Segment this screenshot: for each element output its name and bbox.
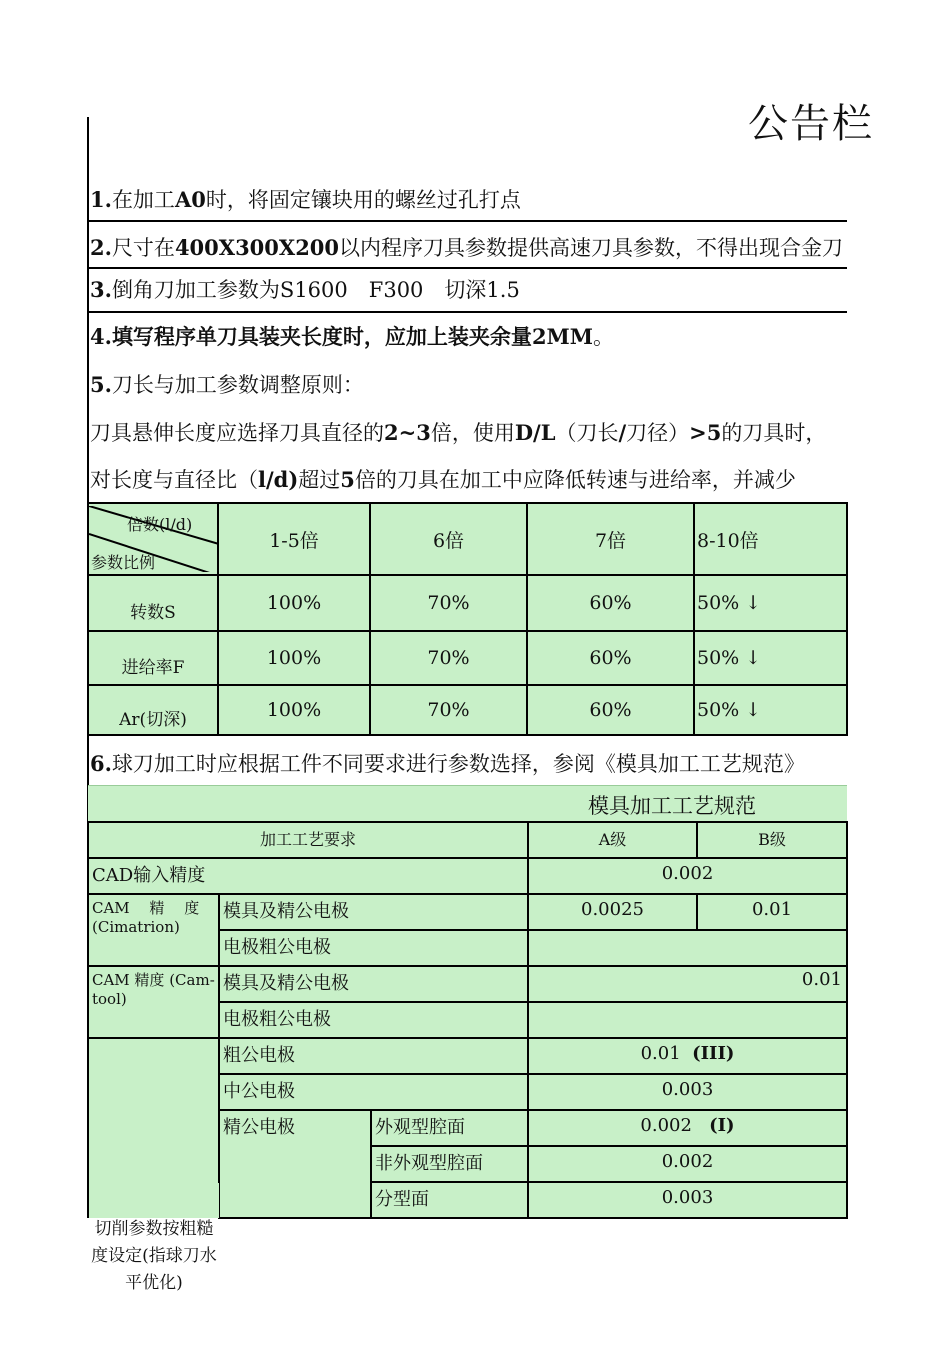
note-text: 在加工 xyxy=(111,188,175,212)
cell: 70% xyxy=(370,575,527,631)
note-text: 刀具悬伸长度应选择刀具直径的 xyxy=(90,421,384,445)
note-text: 2MM xyxy=(531,324,594,349)
header-cell: 7倍 xyxy=(527,503,694,575)
note-text: 5 xyxy=(340,467,355,492)
note-text: 2~3 xyxy=(384,420,431,445)
note-text: A0 xyxy=(174,187,206,212)
cut-param-label: 切削参数按粗糙度设定(指球刀水平优化) xyxy=(91,1219,217,1293)
page-title: 公告栏 xyxy=(748,101,874,147)
divider xyxy=(87,311,847,313)
divider xyxy=(87,267,847,269)
header-req: 加工工艺要求 xyxy=(88,822,528,858)
note-text: / xyxy=(618,420,627,445)
note-text: >5 xyxy=(689,420,722,445)
spec-table xyxy=(87,821,848,1219)
header-cell: 1-5倍 xyxy=(218,503,370,575)
note-text: 刀长与加工参数调整原则： xyxy=(111,373,364,397)
cam1-label: CAM 精 度 (Cimatrion) xyxy=(88,894,219,966)
note-6 xyxy=(90,748,805,778)
note-text: 对长度与直径比（ xyxy=(90,468,258,492)
note-text: 的刀具时， xyxy=(721,421,827,445)
cam1-row1-b: 0.01 xyxy=(697,894,847,930)
note-5 xyxy=(90,369,364,399)
cam1-row1: 模具及精公电极 xyxy=(219,894,528,930)
cad-value: 0.002 xyxy=(528,858,847,894)
cam2-label: CAM 精度 (Cam-tool) xyxy=(88,966,219,1038)
corner-top-label: 倍数(l/d) xyxy=(127,515,193,534)
note-5-body-2 xyxy=(90,464,796,494)
note-text: 400X300X200 xyxy=(174,235,340,260)
note-number: 5. xyxy=(90,372,112,397)
header-b: B级 xyxy=(697,822,847,858)
fine-sub3-value: 0.003 xyxy=(528,1182,847,1218)
header-cell: 6倍 xyxy=(370,503,527,575)
spec-title: 模具加工工艺规范 xyxy=(588,794,756,818)
fine-sub2-label: 非外观型腔面 xyxy=(371,1146,528,1182)
cut-label-bg xyxy=(89,1183,219,1218)
note-text: 倍的刀具在加工中应降低转速与进给率，并减少 xyxy=(354,468,796,492)
fine-sub3-label: 分型面 xyxy=(371,1182,528,1218)
note-text: 时，将固定镶块用的螺丝过孔打点 xyxy=(205,188,521,212)
fine-sub1-number: 0.002 xyxy=(640,1115,692,1136)
cam2-row1-value: 0.01 xyxy=(528,966,847,1002)
mid-label: 中公电极 xyxy=(219,1074,528,1110)
row-label: 进给率F xyxy=(88,631,218,685)
rough-number: 0.01 xyxy=(640,1043,681,1064)
cam1-row1-a: 0.0025 xyxy=(528,894,697,930)
note-number: 1. xyxy=(90,187,112,212)
row-label: Ar(切深) xyxy=(88,685,218,735)
note-text: 以内程序刀具参数提供高速刀具参数，不得出现合金刀 xyxy=(339,236,844,260)
cell: 100% xyxy=(218,575,370,631)
divider xyxy=(87,220,847,222)
fine-sub2-value: 0.002 xyxy=(528,1146,847,1182)
note-number: 4. xyxy=(90,324,112,349)
fine-sub1-value xyxy=(528,1110,847,1146)
corner-cell xyxy=(88,503,218,575)
note-text: （刀长 xyxy=(555,421,619,445)
note-text: 球刀加工时应根据工件不同要求进行参数选择，参阅《模具加工工艺规范》 xyxy=(111,752,805,776)
cell: 70% xyxy=(370,685,527,735)
cam1-row2-value xyxy=(528,930,847,966)
note-2 xyxy=(90,232,843,262)
note-text: 填写程序单刀具装夹长度时，应加上装夹余量 xyxy=(111,324,532,349)
note-text: D/L xyxy=(514,420,556,445)
note-number: 3. xyxy=(90,277,112,302)
cell: 100% xyxy=(218,631,370,685)
note-3 xyxy=(90,274,520,304)
rough-value xyxy=(528,1038,847,1074)
cam2-row2: 电极粗公电极 xyxy=(219,1002,528,1038)
cell: 50% ↓ xyxy=(694,685,847,735)
note-1 xyxy=(90,184,521,214)
cam2-row2-value xyxy=(528,1002,847,1038)
note-text: l/d) xyxy=(258,467,299,492)
note-text: 尺寸在 xyxy=(111,236,175,260)
rough-grade: (III) xyxy=(692,1043,735,1064)
fine-sub1-grade: (I) xyxy=(709,1115,735,1136)
cell: 70% xyxy=(370,631,527,685)
cell: 50% ↓ xyxy=(694,631,847,685)
cam1-row2: 电极粗公电极 xyxy=(219,930,528,966)
cell: 60% xyxy=(527,631,694,685)
note-number: 2. xyxy=(90,235,112,260)
fine-label: 精公电极 xyxy=(219,1110,371,1218)
mid-value: 0.003 xyxy=(528,1074,847,1110)
row-label: 转数S xyxy=(88,575,218,631)
rough-label: 粗公电极 xyxy=(219,1038,528,1074)
spec-title-band xyxy=(88,785,847,822)
note-4 xyxy=(90,321,614,351)
note-text: 。 xyxy=(593,325,615,349)
cell: 50% ↓ xyxy=(694,575,847,631)
cell: 100% xyxy=(218,685,370,735)
header-cell: 8-10倍 xyxy=(694,503,847,575)
header-a: A级 xyxy=(528,822,697,858)
note-5-body-1 xyxy=(90,417,826,447)
ratio-table xyxy=(87,502,848,736)
cam2-row1: 模具及精公电极 xyxy=(219,966,528,1002)
corner-bottom-label: 参数比例 xyxy=(91,553,156,572)
cell: 60% xyxy=(527,575,694,631)
cad-label: CAD输入精度 xyxy=(88,858,528,894)
note-text: 倒角刀加工参数为S1600 F300 切深1.5 xyxy=(111,278,520,302)
fine-sub1-label: 外观型腔面 xyxy=(371,1110,528,1146)
note-number: 6. xyxy=(90,751,112,776)
note-text: 超过 xyxy=(298,468,341,492)
note-text: 刀径） xyxy=(626,421,690,445)
cell: 60% xyxy=(527,685,694,735)
note-text: 倍，使用 xyxy=(430,421,515,445)
